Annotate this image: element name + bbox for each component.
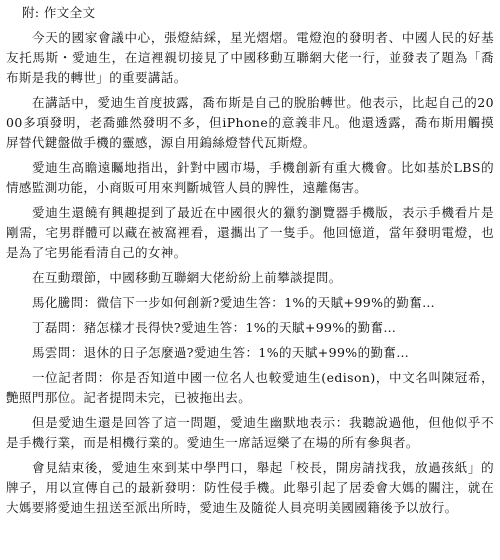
paragraph: 一位記者問：你是否知道中國一位名人也較愛迪生(edison)，中文名叫陳冠希，艷照門那位。記者提問未完，已被拖出去。: [6, 370, 494, 405]
paragraph: 馬雲問：退休的日子怎麼過?愛迪生答：1%的天賦+99%的勤奮…: [32, 345, 410, 360]
paragraph: 在講話中，愛迪生首度披露，喬布斯是自己的脫胎轉世。他表示，比起自己的2000多項發明，老喬雖然發明不多，但iPhone的意義非凡。他還透露，喬布斯用觸摸屏替代鍵盤做手機的靈感，源自用鎢絲燈替代瓦斯燈。: [6, 95, 494, 150]
paragraph: 愛迪生還饒有興趣提到了最近在中國很火的獵豹瀏覽器手機版，表示手機看片是剛需，宅男群體可以藏在被窩裡看，還攜出了一隻手。他回憶道，當年發明電燈，也是為了宅男能看清自己的女神。: [6, 205, 494, 260]
paragraph: 但是愛迪生還是回答了這一問題，愛迪生幽默地表示：我聽說過他，但他似乎不是手機行業，而是相機行業的。愛迪生一席話逗樂了在場的所有參與者。: [6, 415, 494, 450]
paragraph: 丁磊問：豬怎樣才長得快?愛迪生答：1%的天賦+99%的勤奮…: [32, 320, 397, 335]
paragraph: 今天的國家會議中心，張燈結綵，星光熠熠。電燈泡的發明者、中國人民的好基友托馬斯・愛迪生，在這裡親切接見了中國移動互聯網大佬一行，並發表了題為「喬布斯是我的轉世」的重要講話。: [6, 30, 494, 85]
paragraph: 愛迪生高瞻遠矚地指出，針對中國市場，手機創新有重大機會。比如基於LBS的情感監測功能，小商販可用來判斷城管人員的脾性，遠離傷害。: [6, 160, 494, 195]
paragraph: 在互動環節，中國移動互聯網大佬紛紛上前攀談提問。: [32, 270, 342, 285]
paragraph: 馬化騰問：微信下一步如何創新?愛迪生答：1%的天賦+99%的勤奮…: [32, 295, 435, 310]
paragraph: 會見結束後，愛迪生來到某中學門口，舉起「校長，開房請找我，放過孩紙」的牌子，用以宣傳自己的最新發明：防性侵手機。此舉引起了居委會大媽的關注，就在大媽要將愛迪生扭送至派出所時，愛迪生及隨從人員亮明美國國籍後予以放行。: [6, 460, 494, 515]
document-heading: 附: 作文全文: [22, 5, 96, 20]
